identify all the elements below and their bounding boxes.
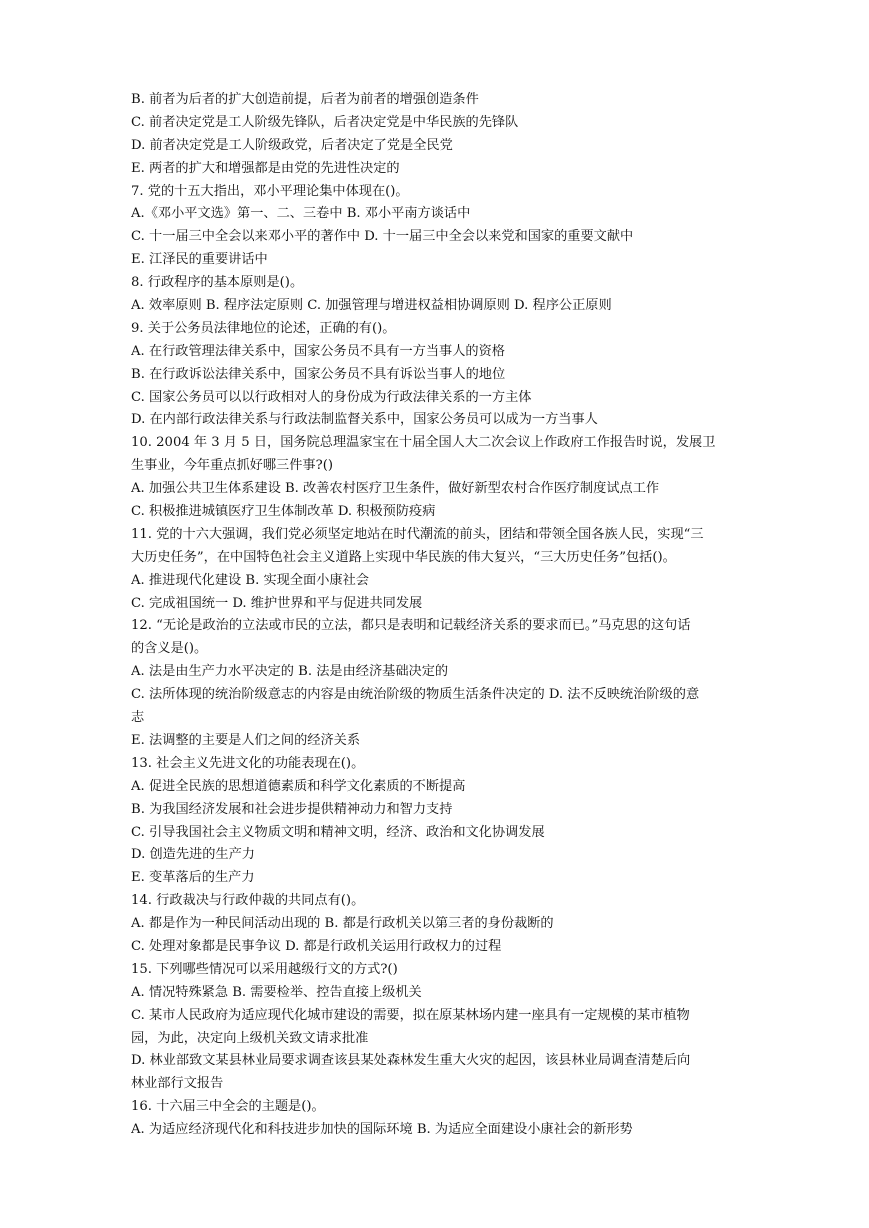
text-line: 园，为此，决定向上级机关致文请求批准 <box>131 1030 369 1046</box>
text-line: B. 前者为后者的扩大创造前提，后者为前者的增强创造条件 <box>131 92 479 107</box>
text-line: B. 为我国经济发展和社会进步提供精神动力和智力支持 <box>131 801 453 817</box>
text-line: C. 十一届三中全会以来邓小平的著作中 D. 十一届三中全会以来党和国家的重要文献中 <box>131 229 634 245</box>
text-line: C. 法所体现的统治阶级意志的内容是由统治阶级的物质生活条件决定的 D. 法不反映统治阶级的意 <box>131 687 700 703</box>
text-line: 生事业，今年重点抓好哪三件事?() <box>131 458 333 474</box>
text-line: C. 某市人民政府为适应现代化城市建设的需要，拟在原某林场内建一座具有一定规模的某市植物 <box>131 1007 690 1023</box>
text-line: 10. 2004 年 3 月 5 日，国务院总理温家宝在十届全国人大二次会议上作政府工作报告时说，发展卫 <box>131 435 716 451</box>
text-line: A. 都是作为一种民间活动出现的 B. 都是行政机关以第三者的身份裁断的 <box>131 916 554 932</box>
text-line: 林业部行文报告 <box>131 1076 224 1092</box>
text-line: A. 效率原则 B. 程序法定原则 C. 加强管理与增进权益相协调原则 D. 程序公正原则 <box>131 298 612 314</box>
text-line: 8. 行政程序的基本原则是()。 <box>131 275 304 291</box>
text-line: 9. 关于公务员法律地位的论述，正确的有()。 <box>131 320 396 336</box>
text-line: C. 前者决定党是工人阶级先锋队，后者决定党是中华民族的先锋队 <box>131 114 519 130</box>
text-line: 大历史任务”，在中国特色社会主义道路上实现中华民族的伟大复兴，“三大历史任务”包括()。 <box>131 549 676 565</box>
text-line: A. 推进现代化建设 B. 实现全面小康社会 <box>131 572 369 588</box>
text-line: 11. 党的十六大强调，我们党必须坚定地站在时代潮流的前头，团结和带领全国各族人民，实现“三 <box>131 526 704 542</box>
text-line: C. 处理对象都是民事争议 D. 都是行政机关运用行政权力的过程 <box>131 938 502 954</box>
text-line: 12. “无论是政治的立法或市民的立法，都只是表明和记载经济关系的要求而已。”马克思的这句话 <box>131 618 691 634</box>
text-line: E. 两者的扩大和增强都是由党的先进性决定的 <box>131 160 400 176</box>
text-line: B. 在行政诉讼法律关系中，国家公务员不具有诉讼当事人的地位 <box>131 366 506 382</box>
text-line: A. 为适应经济现代化和科技进步加快的国际环境 B. 为适应全面建设小康社会的新形势 <box>131 1122 633 1138</box>
text-line: A.《邓小平文选》第一、二、三卷中 B. 邓小平南方谈话中 <box>131 206 471 222</box>
text-line: C. 积极推进城镇医疗卫生体制改革 D. 积极预防疫病 <box>131 504 436 520</box>
text-line: E. 江泽民的重要讲话中 <box>131 252 268 268</box>
text-line: 15. 下列哪些情况可以采用越级行文的方式?() <box>131 961 398 977</box>
text-line: 7. 党的十五大指出，邓小平理论集中体现在()。 <box>131 183 409 199</box>
text-line: 13. 社会主义先进文化的功能表现在()。 <box>131 755 365 771</box>
text-line: E. 法调整的主要是人们之间的经济关系 <box>131 732 361 748</box>
text-line: C. 引导我国社会主义物质文明和精神文明，经济、政治和文化协调发展 <box>131 824 545 840</box>
text-line: E. 变革落后的生产力 <box>131 870 255 886</box>
text-line: A. 加强公共卫生体系建设 B. 改善农村医疗卫生条件，做好新型农村合作医疗制度试点工作 <box>131 481 660 497</box>
document-page <box>131 89 791 1142</box>
text-line: D. 创造先进的生产力 <box>131 847 255 863</box>
text-line: D. 林业部致文某县林业局要求调查该县某处森林发生重大火灾的起因，该县林业局调查清楚后向 <box>131 1053 691 1069</box>
text-line: 的含义是()。 <box>131 641 208 657</box>
text-line: A. 法是由生产力水平决定的 B. 法是由经济基础决定的 <box>131 664 449 680</box>
text-line: C. 完成祖国统一 D. 维护世界和平与促进共同发展 <box>131 595 423 611</box>
text-line: 志 <box>131 710 145 726</box>
text-line: 16. 十六届三中全会的主题是()。 <box>131 1099 325 1115</box>
text-line: D. 在内部行政法律关系与行政法制监督关系中，国家公务员可以成为一方当事人 <box>131 412 598 428</box>
text-line: C. 国家公务员可以以行政相对人的身份成为行政法律关系的一方主体 <box>131 389 532 405</box>
text-line: A. 促进全民族的思想道德素质和科学文化素质的不断提高 <box>131 778 466 794</box>
text-line: A. 在行政管理法律关系中，国家公务员不具有一方当事人的资格 <box>131 343 505 359</box>
text-line: 14. 行政裁决与行政仲裁的共同点有()。 <box>131 893 365 909</box>
text-line: A. 情况特殊紧急 B. 需要检举、控告直接上级机关 <box>131 984 422 1000</box>
text-line: D. 前者决定党是工人阶级政党，后者决定了党是全民党 <box>131 137 453 153</box>
